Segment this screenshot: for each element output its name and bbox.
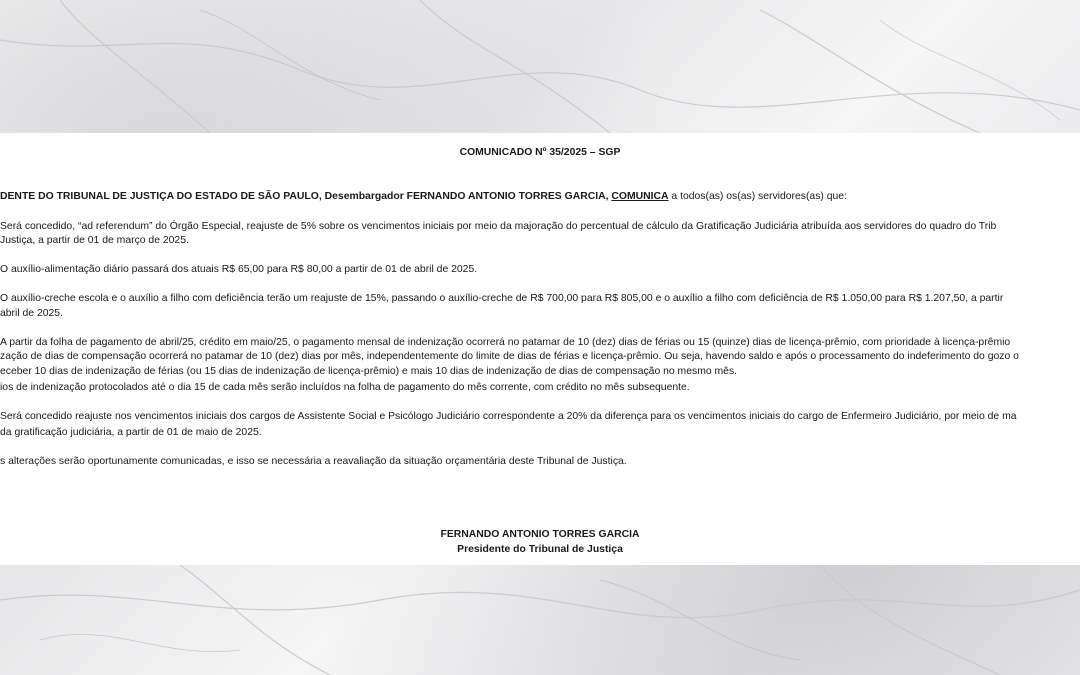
paragraph-4-line-2: zação de dias de compensação ocorrerá no patamar de 10 (dez) dias por mês, independentemente do limite de dias de férias e licença-prêmio. Ou seja, havendo saldo e após o processamento do indeferimento do gozo o (0, 351, 1019, 362)
intro-bold-text: DENTE DO TRIBUNAL DE JUSTIÇA DO ESTADO DE SÃO PAULO, Desembargador FERNANDO ANTONIO TORRES GARCIA, (0, 191, 612, 202)
paragraph-1-line-1: Será concedido, “ad referendum” do Órgão Especial, reajuste de 5% sobre os vencimentos iniciais por meio da majoração do percentual de cálculo da Gratificação Judiciária atribuída aos servidores do quadro do Trib (0, 221, 997, 232)
paragraph-5-line-1: Será concedido reajuste nos vencimentos iniciais dos cargos de Assistente Social e Psicólogo Judiciário correspondente a 20% da diferença para os vencimentos iniciais do cargo de Enfermeiro Judiciário, por meio de ma (0, 411, 1017, 422)
paragraph-4-line-4: ios de indenização protocolados até o dia 15 de cada mês serão incluídos na folha de pagamento do mês corrente, com crédito no mês subsequente. (0, 382, 690, 393)
paragraph-1-line-2: Justiça, a partir de 01 de março de 2025. (0, 235, 189, 246)
paragraph-6-line-1: s alterações serão oportunamente comunicadas, e isso se necessária a reavaliação da situação orçamentária deste Tribunal de Justiça. (0, 456, 627, 467)
intro-comunica: COMUNICA (611, 191, 669, 202)
paragraph-4-line-1: A partir da folha de pagamento de abril/25, crédito em maio/25, o pagamento mensal de indenização ocorrerá no patamar de 10 (dez) dias de férias ou 15 (quinze) dias de licença-prêmio, com prioridade à licença-prêmio (0, 337, 1011, 348)
paragraph-3-line-1: O auxílio-creche escola e o auxílio a filho com deficiência terão um reajuste de 15%, passando o auxílio-creche de R$ 700,00 para R$ 805,00 e o auxílio a filho com deficiência de R$ 1.050,00 para R$ 1.207,50, a partir (0, 293, 1004, 304)
paragraph-3-line-2: abril de 2025. (0, 308, 63, 319)
document-sheet (0, 133, 1080, 565)
signature-name: FERNANDO ANTONIO TORRES GARCIA (440, 529, 640, 540)
paragraph-5-line-2: da gratificação judiciária, a partir de 01 de maio de 2025. (0, 427, 262, 438)
signature-role: Presidente do Tribunal de Justiça (457, 544, 623, 555)
intro-line (0, 190, 847, 203)
paragraph-4-line-3: eceber 10 dias de indenização de férias (ou 15 dias de indenização de licença-prêmio) e mais 10 dias de indenização de dias de compensação no mesmo mês. (0, 366, 738, 377)
document-title: COMUNICADO Nº 35/2025 – SGP (459, 147, 621, 158)
paragraph-2-line-1: O auxílio-alimentação diário passará dos atuais R$ 65,00 para R$ 80,00 a partir de 01 de abril de 2025. (0, 264, 478, 275)
intro-rest: a todos(as) os(as) servidores(as) que: (668, 191, 847, 202)
